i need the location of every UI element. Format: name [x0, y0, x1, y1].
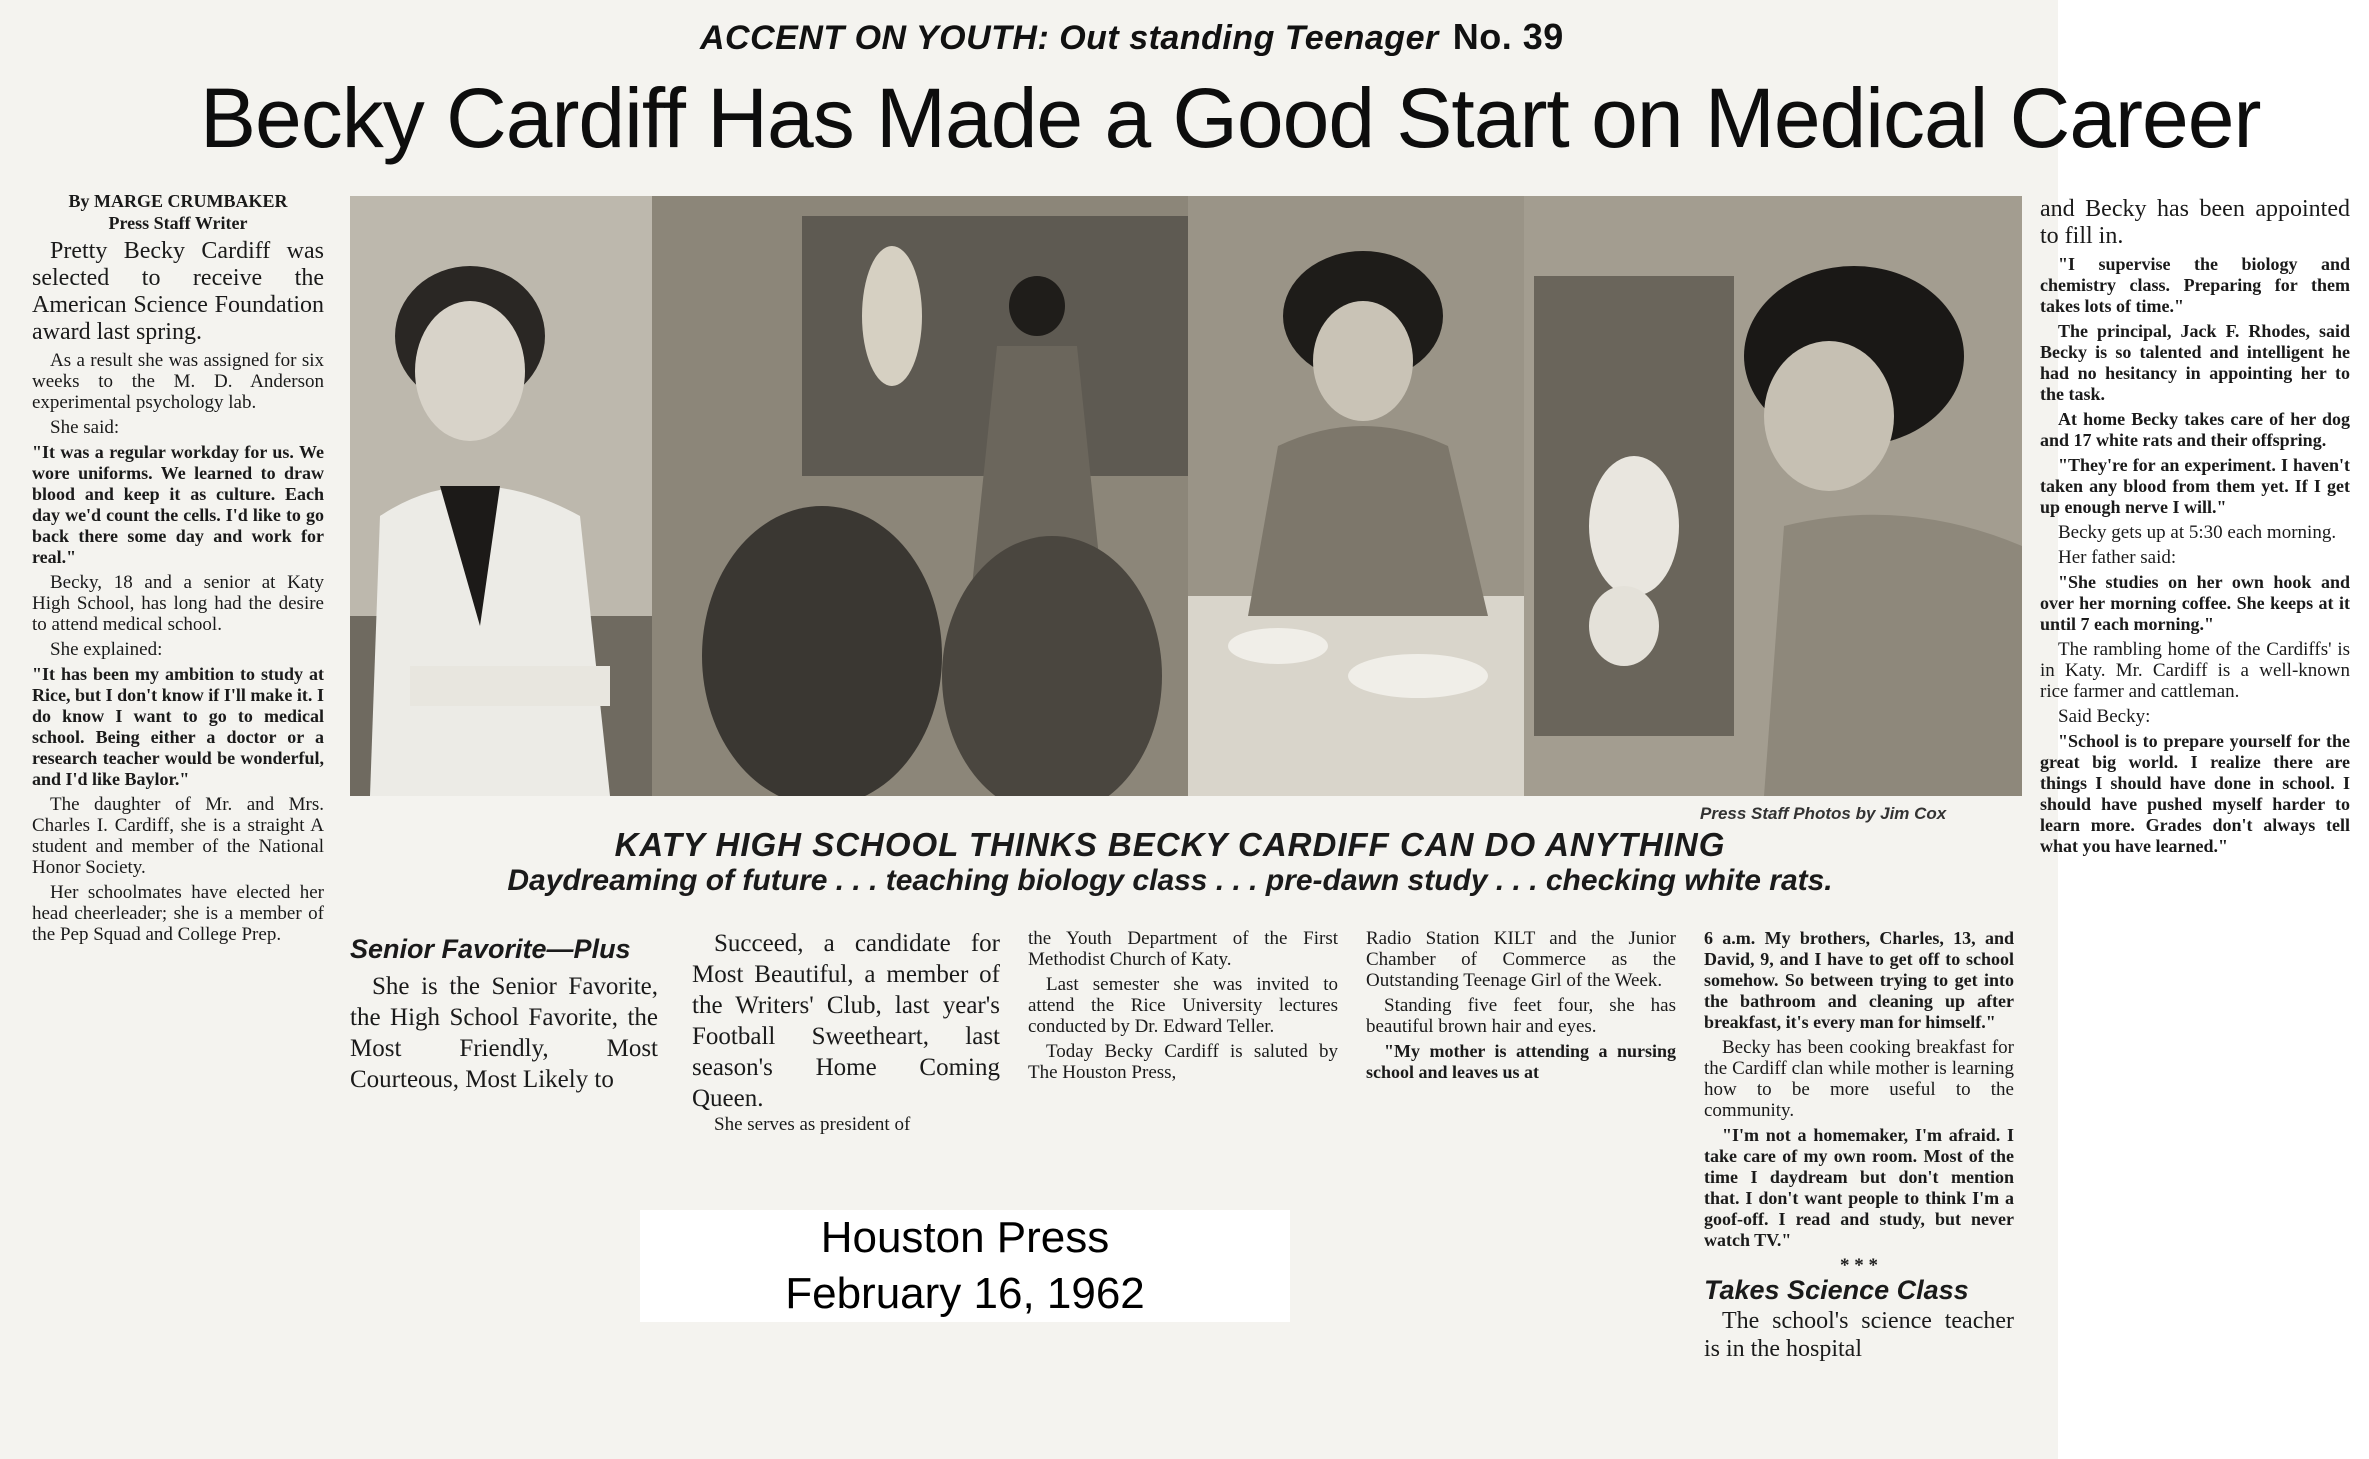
subhead-senior-favorite: Senior Favorite—Plus	[350, 934, 631, 964]
paragraph: The daughter of Mr. and Mrs. Charles I. Cardiff, she is a straight A student and member of the National Honor Society.	[32, 794, 324, 878]
paragraph: Pretty Becky Cardiff was selected to receive the American Science Foundation award last spring.	[32, 238, 324, 345]
subhead-takes-science-class: Takes Science Class	[1704, 1275, 1969, 1305]
section-dots: * * *	[1840, 1255, 1878, 1276]
quote-paragraph: "They're for an experiment. I haven't taken any blood from them yet. If I get up enough nerve I will."	[2040, 455, 2350, 517]
column-4	[1028, 928, 1338, 1087]
paragraph: She serves as president of	[714, 1114, 911, 1135]
paragraph: and Becky has been appointed to fill in.	[2040, 196, 2350, 249]
quote-paragraph: "I'm not a homemaker, I'm afraid. I take care of my own room. Most of the time I daydream but don't mention that. I don't want people to think I'm a goof-off. I read and study, but never watch TV."	[1704, 1125, 2014, 1250]
photo-white-rats	[1524, 196, 2022, 796]
photo-studying	[1188, 196, 1527, 796]
photo-caption-text: Daydreaming of future . . . teaching biology class . . . pre-dawn study . . . checking white rats.	[507, 864, 1833, 897]
source-publication: Houston Press	[820, 1213, 1110, 1262]
quote-paragraph: "School is to prepare yourself for the great big world. I realize there are things I should have done in school. I should have pushed myself harder to learn more. Grades don't always tell what you have learned."	[2040, 731, 2350, 856]
photo-strip	[350, 196, 2022, 796]
paragraph: She is the Senior Favorite, the High School Favorite, the Most Friendly, Most Courteous, Most Likely to	[350, 973, 658, 1093]
paragraph: Her schoolmates have elected her head cheerleader; she is a member of the Pep Squad and College Prep.	[32, 882, 324, 945]
paragraph: Radio Station KILT and the Junior Chamber of Commerce as the Outstanding Teenage Girl of the Week.	[1366, 928, 1676, 991]
column-6	[1704, 928, 2014, 1367]
paragraph: Succeed, a candidate for Most Beautiful, a member of the Writers' Club, last year's Football Sweetheart, last season's Home Coming Queen.	[692, 930, 1000, 1112]
kicker	[700, 16, 1800, 58]
paragraph: Standing five feet four, she has beautiful brown hair and eyes.	[1366, 995, 1676, 1037]
byline	[32, 190, 324, 234]
quote-paragraph: "My mother is attending a nursing school and leaves us at	[1366, 1041, 1676, 1082]
quote-paragraph: "She studies on her own hook and over her morning coffee. She keeps at it until 7 each morning."	[2040, 572, 2350, 634]
paragraph: Becky has been cooking breakfast for the Cardiff clan while mother is learning how to be more useful to the community.	[1704, 1037, 2014, 1121]
byline-role: Press Staff Writer	[108, 213, 248, 233]
paragraph: As a result she was assigned for six weeks to the M. D. Anderson experimental psychology lab.	[32, 350, 324, 413]
photo-caption-title: KATY HIGH SCHOOL THINKS BECKY CARDIFF CAN DO ANYTHING	[614, 826, 1726, 863]
paragraph: Becky, 18 and a senior at Katy High School, has long had the desire to attend medical school.	[32, 572, 324, 635]
paragraph: She said:	[50, 417, 120, 438]
paragraph: At home Becky takes care of her dog and 17 white rats and their offspring.	[2040, 409, 2350, 450]
paragraph: Last semester she was invited to attend the Rice University lectures conducted by Dr. Edward Teller.	[1028, 974, 1338, 1037]
quote-paragraph: "It has been my ambition to study at Rice, but I don't know if I'll make it. I do know I want to go to medical school. Being either a doctor or a research teacher would be wonderful, and I'd like Baylor."	[32, 664, 324, 789]
paragraph: Her father said:	[2058, 547, 2177, 568]
paragraph: The principal, Jack F. Rhodes, said Becky is so talented and intelligent he had no hesitancy in appointing her to the task.	[2040, 321, 2350, 404]
paragraph: Becky gets up at 5:30 each morning.	[2058, 522, 2337, 543]
paragraph: Said Becky:	[2058, 706, 2151, 727]
column-1	[32, 190, 324, 949]
kicker-text: ACCENT ON YOUTH: Out standing Teenager	[700, 19, 1439, 57]
paragraph: Today Becky Cardiff is saluted by The Houston Press,	[1028, 1041, 1338, 1083]
paragraph: The rambling home of the Cardiffs' is in Katy. Mr. Cardiff is a well-known rice farmer and cattleman.	[2040, 639, 2350, 702]
quote-paragraph: 6 a.m. My brothers, Charles, 13, and David, 9, and I have to get off to school somehow. So between trying to get into the bathroom and cleaning up after breakfast, it's every man for himself."	[1704, 928, 2014, 1032]
paragraph: She explained:	[50, 639, 163, 660]
column-7	[2040, 196, 2350, 861]
column-2	[350, 930, 658, 1095]
quote-paragraph: "I supervise the biology and chemistry class. Preparing for them takes lots of time."	[2040, 254, 2350, 316]
source-note	[640, 1210, 1290, 1322]
paragraph: The school's science teacher is in the hospital	[1704, 1308, 2014, 1362]
byline-author: By MARGE CRUMBAKER	[68, 191, 288, 211]
headline: Becky Cardiff Has Made a Good Start on Medical Career	[200, 71, 2261, 165]
source-date: February 16, 1962	[785, 1269, 1145, 1318]
photo-teaching	[652, 196, 1191, 796]
kicker-number: No. 39	[1452, 16, 1564, 57]
paragraph: the Youth Department of the First Methodist Church of Katy.	[1028, 928, 1338, 970]
photo-credit: Press Staff Photos by Jim Cox	[1700, 804, 1947, 823]
photo-daydreaming	[350, 196, 655, 796]
column-5	[1366, 928, 1676, 1087]
quote-paragraph: "It was a regular workday for us. We wore uniforms. We learned to draw blood and keep it as culture. Each day we'd count the cells. I'd like to go back there some day and work for real."	[32, 442, 324, 567]
column-3	[692, 928, 1000, 1135]
